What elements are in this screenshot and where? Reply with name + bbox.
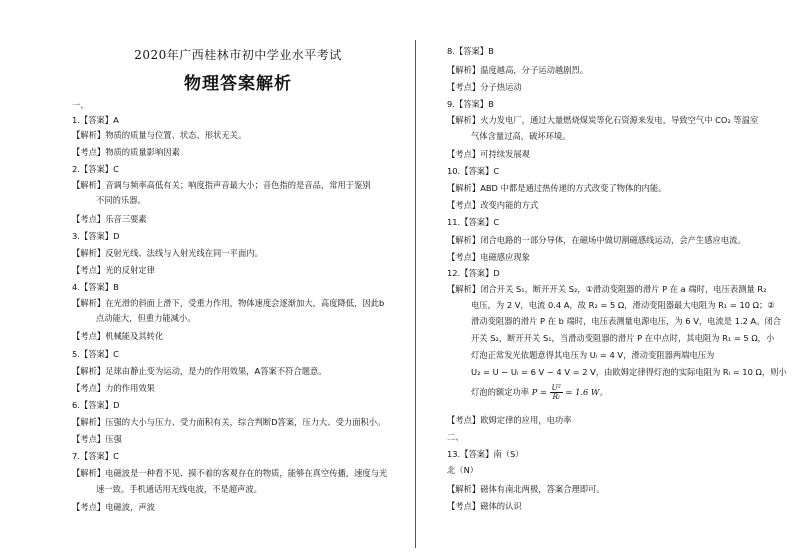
topic-line: 【考点】改变内能的方式 — [447, 200, 539, 210]
column-divider — [415, 40, 416, 548]
power-formula-intro: 灯泡的额定功率 — [471, 387, 530, 397]
answer-line: 12.【答案】D — [447, 268, 500, 278]
power-formula-fraction — [550, 384, 563, 401]
analysis-line: 【解析】磁体有南北两极，答案合理即可。 — [447, 484, 605, 494]
power-formula-lhs: P = — [531, 387, 547, 397]
topic-line: 【考点】电磁波，声波 — [72, 502, 155, 512]
topic-line: 【考点】力的作用效果 — [72, 383, 155, 393]
topic-line: 【考点】乐音三要素 — [72, 214, 147, 224]
topic-line: 【考点】机械能及其转化 — [72, 331, 164, 341]
topic-line: 【考点】电磁感应现象 — [447, 252, 530, 262]
document-title: 物理答案解析 — [184, 74, 292, 94]
answer-line: 3.【答案】D — [72, 231, 120, 241]
answer-line: 9.【答案】B — [447, 99, 494, 109]
answer-line: 13.【答案】南（S） — [447, 449, 524, 459]
answer-line: 5.【答案】C — [72, 349, 119, 359]
analysis-line-cont: 电压，为 2 V，电流 0.4 A，故 R₂ = 5 Ω，滑动变阻器最大电阻为 R₁ = 10 Ω；② — [471, 300, 775, 310]
topic-line: 【考点】磁体的认识 — [447, 501, 522, 511]
answer-line: 2.【答案】C — [72, 164, 119, 174]
exam-title: 2020年广西桂林市初中学业水平考试 — [134, 48, 342, 62]
answer-line: 10.【答案】C — [447, 166, 500, 176]
analysis-line-cont: 点动能大，但重力能减小。 — [96, 313, 196, 323]
topic-line: 【考点】分子热运动 — [447, 82, 522, 92]
topic-line: 【考点】欧姆定律的应用，电功率 — [447, 415, 572, 425]
analysis-line: 【解析】在光滑的斜面上滑下，受重力作用，物体速度会逐渐加大，高度降低，因此b — [72, 298, 385, 308]
power-formula-numerator: U² — [551, 383, 561, 392]
topic-line: 【考点】可持续发展观 — [447, 149, 530, 159]
analysis-line-cont — [447, 384, 608, 401]
section-heading-2: 二、 — [447, 432, 464, 442]
answer-line: 8.【答案】B — [447, 46, 494, 56]
answer-line: 6.【答案】D — [72, 400, 120, 410]
section-heading-1: 一、 — [72, 100, 89, 110]
answer-line: 7.【答案】C — [72, 451, 119, 461]
topic-line: 【考点】光的反射定律 — [72, 265, 155, 275]
analysis-line: 【解析】物质的质量与位置、状态、形状无关。 — [72, 130, 247, 140]
analysis-line: 【解析】火力发电厂，通过大量燃烧煤炭等化石资源来发电，导致空气中 CO₂ 等温室 — [447, 115, 759, 125]
analysis-line: 【解析】闭合开关 S₁，断开开关 S₂，①滑动变阻器的滑片 P 在 a 端时，电压表测量 R₂ — [447, 284, 767, 294]
power-formula-denominator: Rₗ — [552, 392, 560, 401]
analysis-line: 【解析】反射光线、法线与入射光线在同一平面内。 — [72, 248, 263, 258]
power-formula-rhs: = 1.6 W。 — [565, 387, 608, 397]
topic-line: 【考点】物质的质量影响因素 — [72, 147, 180, 157]
analysis-line: 【解析】足球由静止变为运动，是力的作用效果，A答案不符合题意。 — [72, 366, 327, 376]
analysis-line: 【解析】电磁波是一种看不见、摸不着的客观存在的物质，能够在真空传播，速度与光 — [72, 468, 388, 478]
answer-line: 4.【答案】B — [72, 282, 119, 292]
answer-line: 11.【答案】C — [447, 217, 500, 227]
answer-line: 1.【答案】A — [72, 115, 119, 125]
analysis-line-cont: 灯泡正常发光依题意得其电压为 Uₗ = 4 V，滑动变阻器两端电压为 — [471, 350, 715, 360]
analysis-line: 【解析】ABD 中都是通过热传递的方式改变了物体的内能。 — [447, 183, 667, 193]
analysis-line: 【解析】温度越高，分子运动越剧烈。 — [447, 65, 589, 75]
analysis-line-cont: 气体含量过高，破坏环境。 — [471, 131, 571, 141]
analysis-line-cont: 开关 S₂，断开开关 S₁，当滑动变阻器的滑片 P 在中点时，其电阻为 R₁ = 5 Ω，小 — [471, 333, 775, 343]
analysis-line-cont: 速一致。手机通话用无线电波，不是超声波。 — [96, 484, 262, 494]
analysis-line: 【解析】闭合电路的一部分导体，在磁场中做切割磁感线运动，会产生感应电流。 — [447, 235, 746, 245]
topic-line: 【考点】压强 — [72, 434, 122, 444]
analysis-line-cont: 不同的乐器。 — [96, 195, 146, 205]
analysis-line-cont: 滑动变阻器的滑片 P 在 b 端时，电压表测量电源电压，为 6 V，电流是 1.2 A。闭合 — [471, 316, 782, 326]
analysis-line: 【解析】压强的大小与压力、受力面积有关，综合判断D答案，压力大、受力面积小。 — [72, 417, 386, 427]
analysis-line-cont: U₂ = U − Uₗ = 6 V − 4 V = 2 V，由欧姆定律得灯泡的实际电阻为 Rₗ = 10 Ω，则小 — [471, 367, 787, 377]
answer-line-cont: 北（N） — [447, 465, 479, 475]
analysis-line: 【解析】音调与频率高低有关；响度指声音最大小；音色指的是音品，常用于鉴别 — [72, 180, 371, 190]
